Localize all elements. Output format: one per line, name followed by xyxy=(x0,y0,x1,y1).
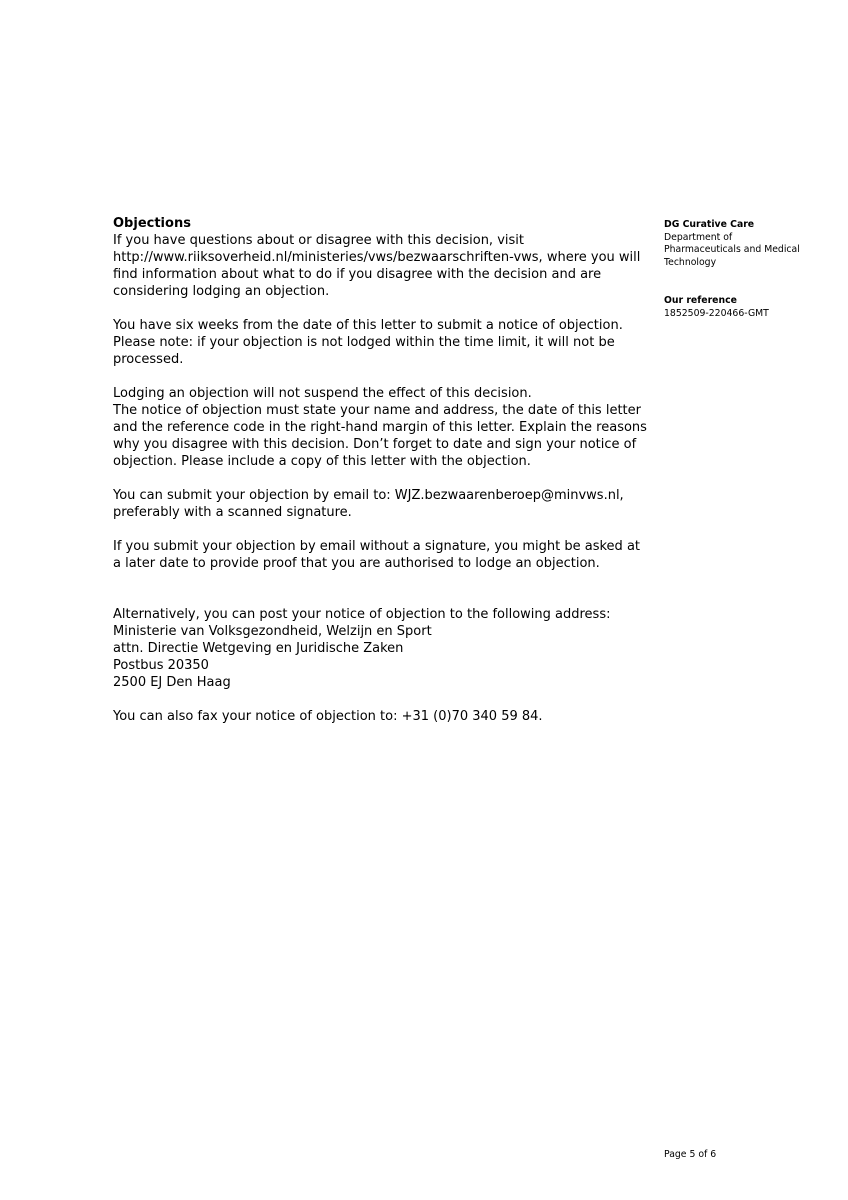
paragraph-line: Lodging an objection will not suspend the effect of this decision. xyxy=(113,386,532,401)
paragraph-line: The notice of objection must state your name and address, the date of this letter xyxy=(113,403,641,418)
paragraph-line: You can also fax your notice of objection to: +31 (0)70 340 59 84. xyxy=(113,709,543,724)
department-line: Technology xyxy=(664,256,717,268)
address-line: 2500 EJ Den Haag xyxy=(113,675,231,690)
page-number: Page 5 of 6 xyxy=(664,1149,717,1160)
department-heading: DG Curative Care xyxy=(664,219,755,230)
paragraph-line: a later date to provide proof that you are authorised to lodge an objection. xyxy=(113,556,600,571)
paragraph-line: and the reference code in the right-hand margin of this letter. Explain the reasons xyxy=(113,420,647,435)
paragraph-line: preferably with a scanned signature. xyxy=(113,505,352,520)
paragraph-line: If you have questions about or disagree with this decision, visit xyxy=(113,233,524,248)
paragraph-line: Please note: if your objection is not lodged within the time limit, it will not be xyxy=(113,335,615,350)
reference-value: 1852509-220466-GMT xyxy=(664,307,769,319)
reference-heading: Our reference xyxy=(664,295,737,306)
letter-body xyxy=(113,215,653,725)
paragraph-line: You have six weeks from the date of this letter to submit a notice of objection. xyxy=(113,318,623,333)
paragraph-line: You can submit your objection by email to: WJZ.bezwaarenberoep@minvws.nl, xyxy=(113,488,624,503)
department-line: Department of xyxy=(664,231,733,243)
address-line: Postbus 20350 xyxy=(113,658,209,673)
paragraph-line: If you submit your objection by email without a signature, you might be asked at xyxy=(113,539,641,554)
address-line: attn. Directie Wetgeving en Juridische Zaken xyxy=(113,641,404,656)
paragraph-line: Alternatively, you can post your notice of objection to the following address: xyxy=(113,607,611,622)
paragraph-line: http://www.riiksoverheid.nl/ministeries/vws/bezwaarschriften-vws, where you will xyxy=(113,250,641,265)
address-line: Ministerie van Volksgezondheid, Welzijn en Sport xyxy=(113,624,432,639)
right-margin xyxy=(664,219,814,320)
section-heading: Objections xyxy=(113,216,191,231)
paragraph-line: considering lodging an objection. xyxy=(113,284,330,299)
department-line: Pharmaceuticals and Medical xyxy=(664,244,800,255)
paragraph-line: find information about what to do if you disagree with the decision and are xyxy=(113,267,602,282)
paragraph-line: processed. xyxy=(113,352,184,367)
paragraph-line: why you disagree with this decision. Don’t forget to date and sign your notice of xyxy=(113,437,637,452)
paragraph-line: objection. Please include a copy of this letter with the objection. xyxy=(113,454,531,469)
